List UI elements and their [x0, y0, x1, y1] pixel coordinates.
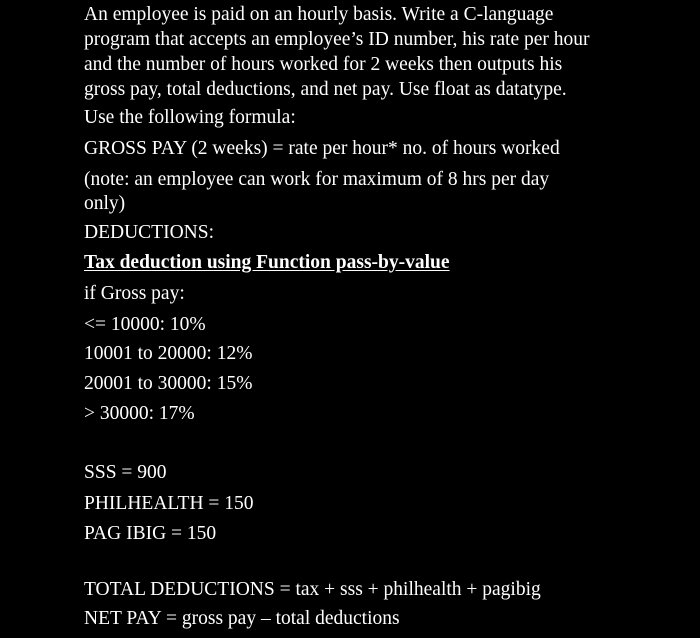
- formula-intro: Use the following formula:: [84, 107, 296, 128]
- note-line-2: only): [84, 193, 126, 214]
- gross-pay-formula: GROSS PAY (2 weeks) = rate per hour* no. of hours worked: [84, 138, 560, 159]
- note-line-1: (note: an employee can work for maximum of 8 hrs per day: [84, 169, 550, 190]
- intro-line-4: gross pay, total deductions, and net pay. Use float as datatype.: [84, 79, 567, 100]
- tax-bracket-4: > 30000: 17%: [84, 403, 195, 424]
- tax-heading: Tax deduction using Function pass-by-value: [84, 252, 450, 273]
- tax-bracket-1: <= 10000: 10%: [84, 314, 206, 335]
- pagibig-deduction: PAG IBIG = 150: [84, 523, 217, 544]
- total-deductions-formula: TOTAL DEDUCTIONS = tax + sss + philhealth + pagibig: [84, 579, 541, 600]
- net-pay-formula: NET PAY = gross pay – total deductions: [84, 608, 400, 629]
- tax-bracket-2: 10001 to 20000: 12%: [84, 343, 253, 364]
- tax-bracket-3: 20001 to 30000: 15%: [84, 373, 253, 394]
- philhealth-deduction: PHILHEALTH = 150: [84, 493, 254, 514]
- intro-line-1: An employee is paid on an hourly basis. Write a C-language: [84, 4, 554, 25]
- intro-line-2: program that accepts an employee’s ID number, his rate per hour: [84, 29, 590, 50]
- tax-condition: if Gross pay:: [84, 283, 185, 304]
- intro-line-3: and the number of hours worked for 2 weeks then outputs his: [84, 54, 563, 75]
- deductions-label: DEDUCTIONS:: [84, 222, 214, 243]
- sss-deduction: SSS = 900: [84, 462, 167, 483]
